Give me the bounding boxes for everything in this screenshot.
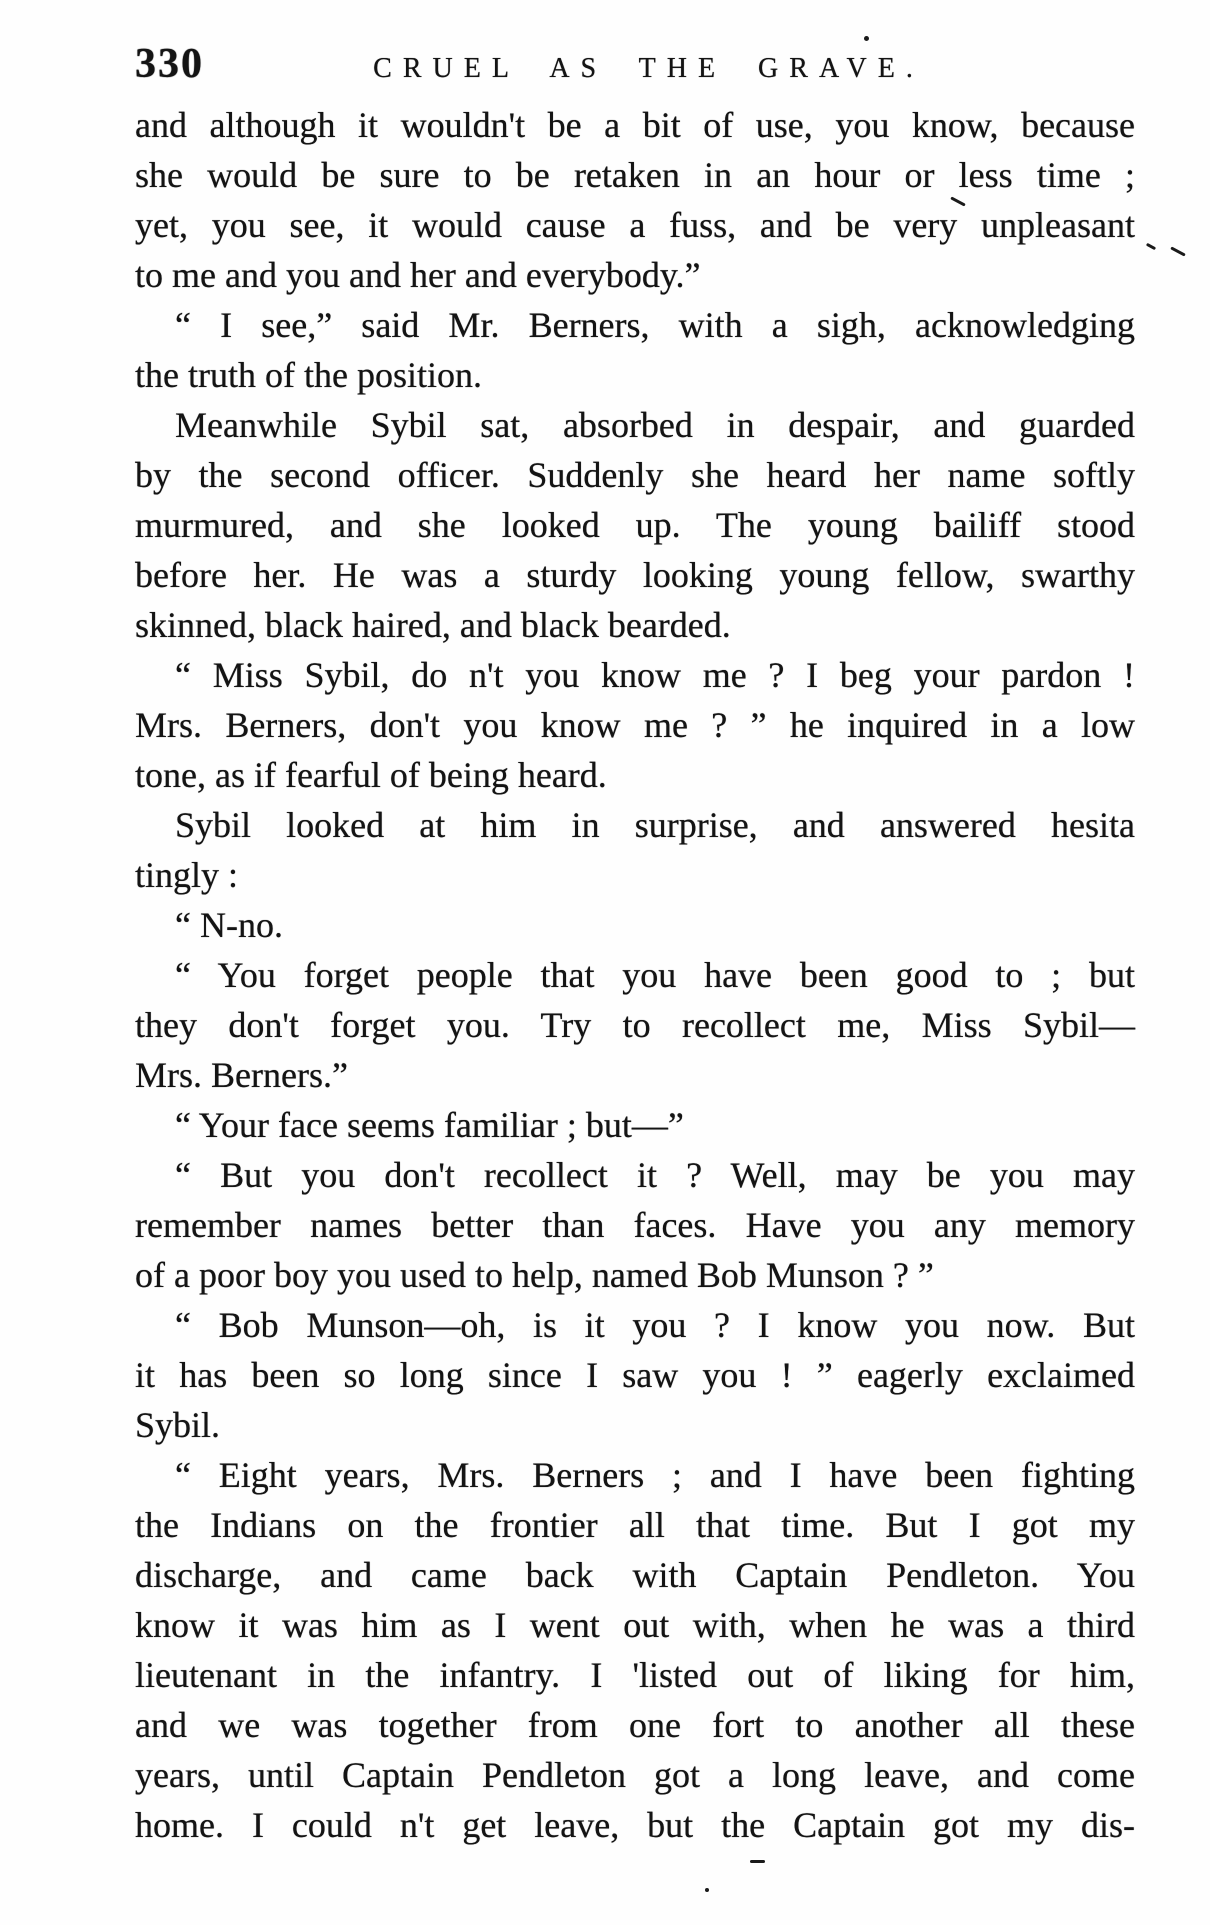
text-line: the truth of the position. xyxy=(135,355,482,395)
text-line: home. I could n't get leave, but the Captain got my dis- xyxy=(135,1805,1135,1845)
text-line: “ But you don't recollect it ? Well, may be you may xyxy=(175,1155,1135,1195)
text-line: “ You forget people that you have been good to ; but xyxy=(175,955,1135,995)
scan-speck xyxy=(750,1860,765,1863)
text-line: Sybil looked at him in surprise, and answered hesita xyxy=(175,805,1135,845)
running-title: CRUEL AS THE GRAVE. xyxy=(373,53,924,84)
text-line: it has been so long since I saw you ! ” eagerly exclaimed xyxy=(135,1355,1135,1395)
text-line: “ Miss Sybil, do n't you know me ? I beg your pardon ! xyxy=(175,655,1135,695)
text-line: before her. He was a sturdy looking young fellow, swarthy xyxy=(135,555,1135,595)
text-line: Sybil. xyxy=(135,1405,221,1445)
text-line: years, until Captain Pendleton got a long leave, and come xyxy=(135,1755,1135,1795)
scan-speck xyxy=(864,36,869,41)
text-line: and although it wouldn't be a bit of use, you know, because xyxy=(135,105,1135,145)
text-line: “ N-no. xyxy=(175,905,283,945)
page-number: 330 xyxy=(135,41,204,87)
text-line: tone, as if fearful of being heard. xyxy=(135,755,607,795)
text-line: tingly : xyxy=(135,855,239,895)
scan-speck xyxy=(1170,246,1186,256)
scan-speck xyxy=(1146,243,1156,250)
text-line: “ Your face seems familiar ; but—” xyxy=(175,1105,684,1145)
text-line: “ Bob Munson—oh, is it you ? I know you now. But xyxy=(175,1305,1135,1345)
text-line: “ I see,” said Mr. Berners, with a sigh, acknowledging xyxy=(175,305,1135,345)
text-line: they don't forget you. Try to recollect me, Miss Sybil— xyxy=(135,1005,1135,1045)
text-line: of a poor boy you used to help, named Bob Munson ? ” xyxy=(135,1255,934,1295)
text-line: lieutenant in the infantry. I 'listed out of liking for him, xyxy=(135,1655,1135,1695)
text-line: by the second officer. Suddenly she heard her name softly xyxy=(135,455,1135,495)
text-line: she would be sure to be retaken in an hour or less time ; xyxy=(135,155,1135,195)
text-line: yet, you see, it would cause a fuss, and be very unpleasant xyxy=(135,205,1135,245)
text-line: the Indians on the frontier all that time. But I got my xyxy=(135,1505,1135,1545)
text-line: Mrs. Berners.” xyxy=(135,1055,348,1095)
text-line: know it was him as I went out with, when he was a third xyxy=(135,1605,1135,1645)
text-line: Mrs. Berners, don't you know me ? ” he inquired in a low xyxy=(135,705,1135,745)
text-line: remember names better than faces. Have you any memory xyxy=(135,1205,1135,1245)
text-line: to me and you and her and everybody.” xyxy=(135,255,701,295)
scan-speck xyxy=(705,1888,709,1892)
text-line: Meanwhile Sybil sat, absorbed in despair, and guarded xyxy=(175,405,1135,445)
body-text xyxy=(135,100,1135,1850)
running-head xyxy=(135,40,1140,88)
text-line: murmured, and she looked up. The young bailiff stood xyxy=(135,505,1135,545)
text-line: skinned, black haired, and black bearded. xyxy=(135,605,731,645)
text-line: “ Eight years, Mrs. Berners ; and I have been fighting xyxy=(175,1455,1135,1495)
text-line: discharge, and came back with Captain Pendleton. You xyxy=(135,1555,1135,1595)
text-line: and we was together from one fort to another all these xyxy=(135,1705,1135,1745)
